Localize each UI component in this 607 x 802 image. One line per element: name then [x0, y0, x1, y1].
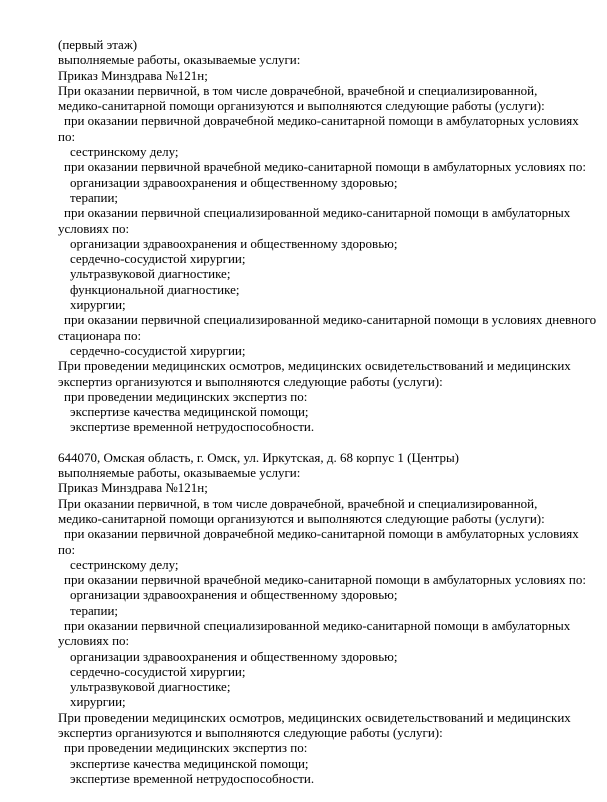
document-page	[58, 37, 597, 786]
document-line: условиях по:	[58, 633, 130, 649]
document-line: сердечно-сосудистой хирургии;	[70, 663, 246, 679]
document-line: сестринскому делу;	[70, 144, 179, 160]
document-line: при проведении медицинских экспертиз по:	[64, 388, 308, 404]
document-line: При проведении медицинских осмотров, медицинских освидетельствований и медицинских	[58, 709, 571, 725]
document-line: сестринскому делу;	[70, 556, 179, 572]
document-line: при оказании первичной специализированной медико-санитарной помощи в амбулаторных	[64, 205, 571, 221]
document-line: при проведении медицинских экспертиз по:	[64, 740, 308, 756]
section-irkutskaya-68	[58, 450, 588, 787]
document-line: при оказании первичной доврачебной медико-санитарной помощи в амбулаторных условиях	[64, 113, 579, 129]
document-line: медико-санитарной помощи организуются и выполняются следующие работы (услуги):	[58, 98, 545, 114]
document-line: стационара по:	[58, 327, 142, 343]
document-line: функциональной диагностике;	[70, 281, 240, 297]
document-line: сердечно-сосудистой хирургии;	[70, 342, 246, 358]
document-line: При оказании первичной, в том числе доврачебной, врачебной и специализированной,	[58, 495, 538, 511]
document-line: хирургии;	[70, 694, 126, 710]
document-line: Приказ Минздрава №121н;	[58, 67, 208, 83]
document-line: ультразвуковой диагностике;	[70, 266, 231, 282]
document-line: при оказании первичной врачебной медико-санитарной помощи в амбулаторных условиях по:	[64, 572, 586, 588]
document-line: организации здравоохранения и общественному здоровью;	[70, 648, 398, 664]
document-line: организации здравоохранения и общественному здоровью;	[70, 174, 398, 190]
document-line: организации здравоохранения и общественному здоровью;	[70, 235, 398, 251]
document-line: экспертизе качества медицинской помощи;	[70, 755, 309, 771]
document-line: организации здравоохранения и общественному здоровью;	[70, 587, 398, 603]
document-line: экспертизе временной нетрудоспособности.	[70, 770, 315, 786]
document-line: по:	[58, 541, 76, 557]
section-gap	[58, 435, 588, 450]
document-line: сердечно-сосудистой хирургии;	[70, 251, 246, 267]
document-line: (первый этаж)	[58, 37, 138, 52]
document-line: 644070, Омская область, г. Омск, ул. Иркутская, д. 68 корпус 1 (Центры)	[58, 449, 460, 465]
document-line: экспертизе качества медицинской помощи;	[70, 404, 309, 420]
document-line: при оказании первичной врачебной медико-санитарной помощи в амбулаторных условиях по:	[64, 159, 586, 175]
document-line: выполняемые работы, оказываемые услуги:	[58, 465, 301, 481]
document-line: экспертизе временной нетрудоспособности.	[70, 419, 315, 435]
document-line: ультразвуковой диагностике;	[70, 679, 231, 695]
document-line: при оказании первичной доврачебной медико-санитарной помощи в амбулаторных условиях	[64, 526, 579, 542]
document-line: При оказании первичной, в том числе доврачебной, врачебной и специализированной,	[58, 82, 538, 98]
document-line: при оказании первичной специализированной медико-санитарной помощи в амбулаторных	[64, 617, 571, 633]
document-line: терапии;	[70, 189, 119, 205]
section-first-floor	[58, 37, 597, 435]
document-line: по:	[58, 128, 76, 144]
document-line: при оказании первичной специализированной медико-санитарной помощи в условиях дневного	[64, 312, 597, 328]
document-line: условиях по:	[58, 220, 130, 236]
document-line: терапии;	[70, 602, 119, 618]
document-line: хирургии;	[70, 297, 126, 313]
document-line: медико-санитарной помощи организуются и выполняются следующие работы (услуги):	[58, 510, 545, 526]
document-line: экспертиз организуются и выполняются следующие работы (услуги):	[58, 373, 443, 389]
document-line: экспертиз организуются и выполняются следующие работы (услуги):	[58, 725, 443, 741]
document-line: выполняемые работы, оказываемые услуги:	[58, 52, 301, 68]
document-line: При проведении медицинских осмотров, медицинских освидетельствований и медицинских	[58, 358, 571, 374]
document-line: Приказ Минздрава №121н;	[58, 480, 208, 496]
